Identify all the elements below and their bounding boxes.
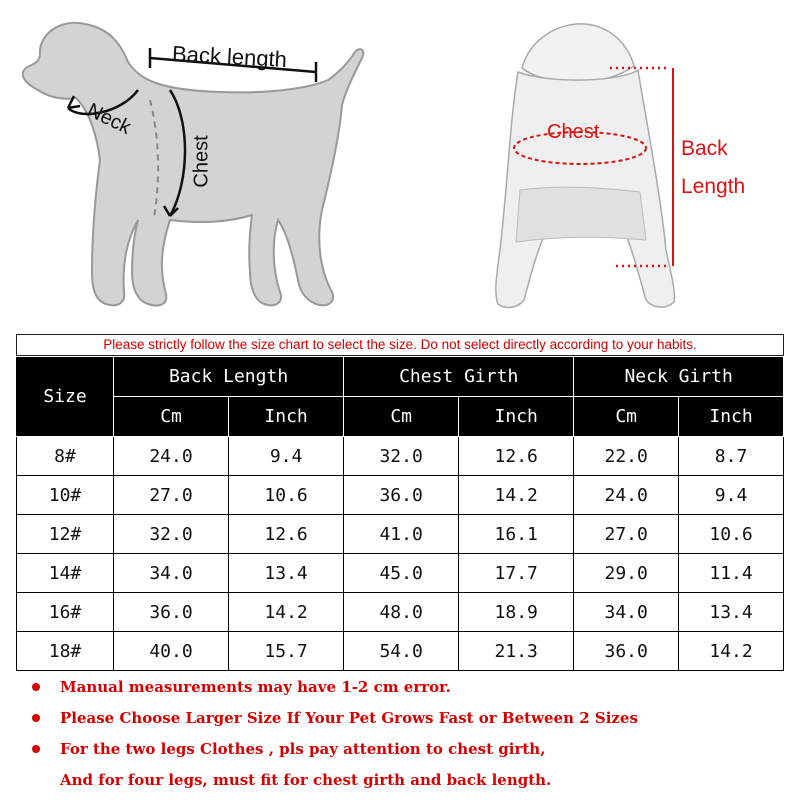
- size-cell: 18#: [17, 632, 114, 671]
- size-cell: 14#: [17, 554, 114, 593]
- unit-header: Inch: [229, 397, 344, 437]
- coat-chest-label: Chest: [547, 121, 600, 143]
- note-text: Please Choose Larger Size If Your Pet Grows Fast or Between 2 Sizes: [60, 709, 638, 727]
- list-item: [30, 674, 790, 705]
- table-cell: 11.4: [679, 554, 784, 593]
- size-cell: 12#: [17, 515, 114, 554]
- list-item-continuation: [30, 767, 790, 798]
- table-cell: 17.7: [459, 554, 574, 593]
- coat-back-length-label: [681, 130, 745, 206]
- table-cell: 41.0: [344, 515, 459, 554]
- note-text: And for four legs, must fit for chest girth and back length.: [60, 771, 552, 789]
- bullet-dot-icon: [32, 714, 40, 722]
- table-cell: 32.0: [114, 515, 229, 554]
- table-cell: 21.3: [459, 632, 574, 671]
- measurement-illustrations: [0, 0, 800, 330]
- unit-header: Cm: [114, 397, 229, 437]
- bullet-dot-icon: [32, 745, 40, 753]
- table-cell: 34.0: [114, 554, 229, 593]
- table-row: [17, 476, 784, 515]
- table-cell: 22.0: [574, 437, 679, 476]
- table-cell: 9.4: [229, 437, 344, 476]
- unit-header: Inch: [459, 397, 574, 437]
- table-cell: 27.0: [574, 515, 679, 554]
- note-text: For the two legs Clothes , pls pay attention to chest girth,: [60, 740, 546, 758]
- table-cell: 12.6: [229, 515, 344, 554]
- back-length-header: Back Length: [114, 357, 344, 397]
- table-cell: 36.0: [114, 593, 229, 632]
- table-group-header-row: [17, 357, 784, 397]
- coat-hood: [522, 24, 634, 82]
- table-cell: 8.7: [679, 437, 784, 476]
- table-cell: 15.7: [229, 632, 344, 671]
- table-cell: 12.6: [459, 437, 574, 476]
- table-cell: 14.2: [459, 476, 574, 515]
- table-cell: 29.0: [574, 554, 679, 593]
- bullet-dot-icon: [32, 683, 40, 691]
- table-cell: 24.0: [114, 437, 229, 476]
- size-cell: 8#: [17, 437, 114, 476]
- table-cell: 18.9: [459, 593, 574, 632]
- coat-pattern: [516, 187, 646, 242]
- unit-header: Cm: [574, 397, 679, 437]
- dog-back-length-label: Back length: [171, 41, 288, 72]
- table-cell: 10.6: [229, 476, 344, 515]
- size-cell: 10#: [17, 476, 114, 515]
- table-cell: 14.2: [679, 632, 784, 671]
- table-cell: 48.0: [344, 593, 459, 632]
- notes-list: [30, 674, 790, 798]
- table-cell: 9.4: [679, 476, 784, 515]
- chest-girth-header: Chest Girth: [344, 357, 574, 397]
- list-item: [30, 705, 790, 736]
- table-cell: 14.2: [229, 593, 344, 632]
- table-cell: 54.0: [344, 632, 459, 671]
- table-cell: 34.0: [574, 593, 679, 632]
- coat-back-length-line1: Back: [681, 137, 728, 160]
- table-unit-header-row: [17, 397, 784, 437]
- size-column-header: Size: [17, 357, 114, 437]
- dog-chest-label: Chest: [190, 135, 213, 188]
- note-text: Manual measurements may have 1-2 cm error.: [60, 678, 451, 696]
- dog-neck-label: Neck: [83, 99, 135, 139]
- table-cell: 27.0: [114, 476, 229, 515]
- table-row: [17, 437, 784, 476]
- table-cell: 13.4: [679, 593, 784, 632]
- table-cell: 32.0: [344, 437, 459, 476]
- size-notice: Please strictly follow the size chart to select the size. Do not select directly according to your habits.: [16, 334, 784, 356]
- size-cell: 16#: [17, 593, 114, 632]
- table-cell: 16.1: [459, 515, 574, 554]
- table-cell: 36.0: [344, 476, 459, 515]
- table-cell: 10.6: [679, 515, 784, 554]
- table-row: [17, 593, 784, 632]
- neck-girth-header: Neck Girth: [574, 357, 784, 397]
- table-row: [17, 632, 784, 671]
- unit-header: Cm: [344, 397, 459, 437]
- coat-back-length-line2: Length: [681, 175, 746, 198]
- table-cell: 36.0: [574, 632, 679, 671]
- table-cell: 24.0: [574, 476, 679, 515]
- table-row: [17, 515, 784, 554]
- table-cell: 13.4: [229, 554, 344, 593]
- table-cell: 40.0: [114, 632, 229, 671]
- unit-header: Inch: [679, 397, 784, 437]
- table-cell: 45.0: [344, 554, 459, 593]
- list-item: [30, 736, 790, 767]
- size-chart-table: [16, 356, 784, 671]
- table-row: [17, 554, 784, 593]
